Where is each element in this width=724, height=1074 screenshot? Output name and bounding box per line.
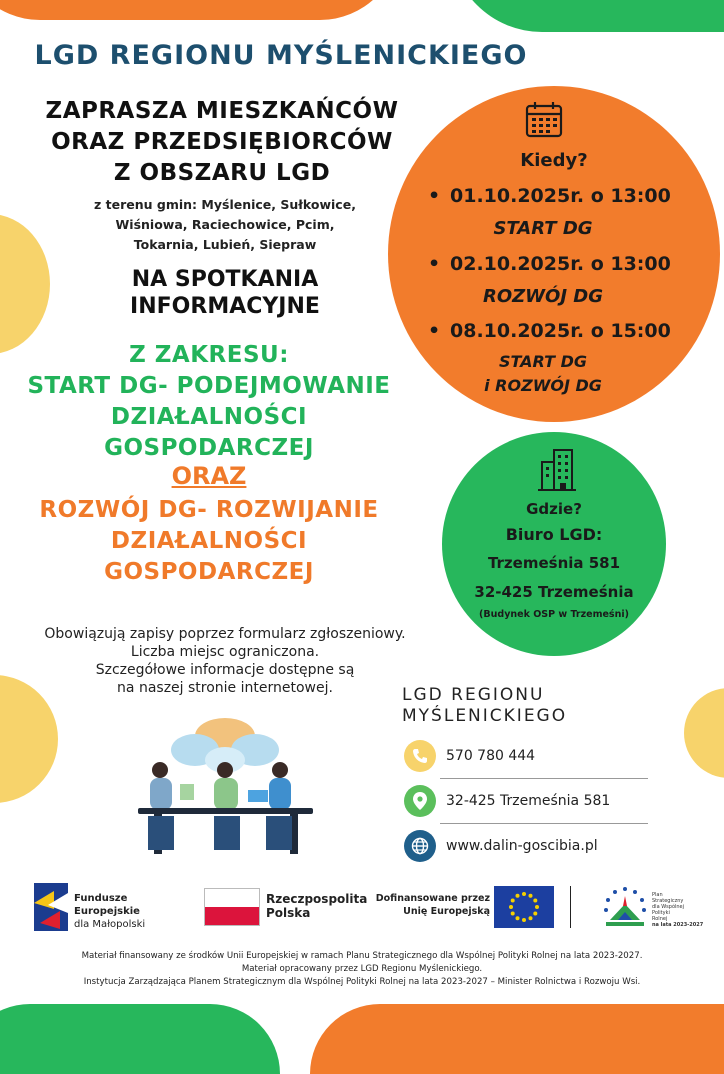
top-green-wave <box>450 0 724 32</box>
where-heading: Gdzie? <box>526 500 582 518</box>
bottom-green-wave <box>0 1004 280 1074</box>
meetings-line: INFORMACYJNE <box>130 294 320 319</box>
logo-label: Rolnej <box>652 916 668 922</box>
footer-line: Materiał finansowany ze środków Unii Europejskiej w ramach Planu Strategicznego dla Wspólnej Polityki Rolnej na lata 2023-2027. <box>81 951 643 961</box>
contact-divider <box>440 823 648 824</box>
phone-icon <box>404 740 436 772</box>
date-text: 08.10.2025r. o 15:00 <box>450 320 671 342</box>
logo-label: Polityki <box>652 910 670 916</box>
where-line: 32-425 Trzemeśnia <box>474 583 634 601</box>
funding-footer <box>20 950 704 989</box>
location-pin-icon <box>404 785 436 817</box>
scope-rozwoj-dg <box>0 495 418 588</box>
scope-start-dg <box>0 340 418 464</box>
notice-line: na naszej stronie internetowej. <box>117 680 333 696</box>
date-item <box>428 185 718 207</box>
fe-malopolska-logo <box>34 883 184 931</box>
contact-phone[interactable] <box>404 737 654 775</box>
logo-label: dla Małopolski <box>74 919 146 930</box>
logo-label: Strategiczny <box>652 898 684 904</box>
address-text: 32-425 Trzemeśnia 581 <box>446 793 611 809</box>
bottom-orange-wave <box>310 1004 724 1074</box>
logo-label: Rzeczpospolita <box>266 892 368 906</box>
date-item <box>428 253 718 275</box>
eu-logo <box>370 884 570 930</box>
eu-funds-icon <box>34 883 68 931</box>
calendar-icon <box>524 100 564 144</box>
globe-icon <box>404 830 436 862</box>
logo-label: Plan <box>652 892 663 898</box>
scope-line: DZIAŁALNOŚCI <box>110 404 308 430</box>
logo-label: Fundusze Europejskie <box>74 893 140 917</box>
scope-line: ROZWÓJ DG- ROZWIJANIE <box>39 497 379 523</box>
ps-wpr-emblem-icon <box>600 884 650 930</box>
meetings-line: NA SPOTKANIA <box>131 267 319 292</box>
invitation-line: ORAZ PRZEDSIĘBIORCÓW <box>51 129 393 155</box>
ps-wpr-logo <box>600 882 710 932</box>
logo-label: Polska <box>266 906 311 920</box>
phone-number: 570 780 444 <box>446 748 536 764</box>
org-line: MYŚLENICKIEGO <box>402 706 568 726</box>
where-line: (Budynek OSP w Trzemeśni) <box>479 609 629 620</box>
date-label: i ROZWÓJ DG <box>484 376 602 395</box>
bullet-icon: • <box>428 253 441 275</box>
footer-line: Materiał opracowany przez LGD Regionu Myślenickiego. <box>241 964 483 974</box>
notice-line: Szczegółowe informacje dostępne są <box>95 662 355 678</box>
invitation-line: ZAPRASZA MIESZKAŃCÓW <box>45 98 399 124</box>
date-label: ROZWÓJ DG <box>482 286 604 307</box>
date-item <box>428 320 718 342</box>
date-label: START DG <box>498 352 588 371</box>
registration-notice <box>30 625 420 697</box>
contact-address[interactable] <box>404 782 654 820</box>
logo-label: na lata 2023-2027 <box>652 922 704 928</box>
notice-line: Obowiązują zapisy poprzez formularz zgłoszeniowy. <box>44 626 406 642</box>
municipalities-line: Wiśniowa, Raciechowice, Pcim, <box>115 217 335 232</box>
bullet-icon: • <box>428 320 441 342</box>
org-line: LGD REGIONU <box>402 685 545 705</box>
invitation-heading <box>12 96 432 189</box>
scope-line: Z ZAKRESU: <box>129 342 289 368</box>
website-link[interactable]: www.dalin-goscibia.pl <box>446 838 598 854</box>
scope-line: GOSPODARCZEJ <box>104 435 314 461</box>
eu-flag-icon <box>494 886 554 928</box>
ps-wpr-text <box>652 892 712 928</box>
logo-label: dla Wspólnej <box>652 904 685 910</box>
rp-logo <box>204 888 368 928</box>
where-line: Trzemeśnia 581 <box>487 554 621 572</box>
poland-flag-icon <box>204 888 260 926</box>
page-title: LGD REGIONU MYŚLENICKIEGO <box>34 40 528 71</box>
logo-label: Dofinansowane przez <box>375 893 490 904</box>
contact-website[interactable] <box>404 827 654 865</box>
municipalities-line: Tokarnia, Lubień, Siepraw <box>133 237 317 252</box>
scope-oraz: ORAZ <box>171 462 247 490</box>
date-text: 02.10.2025r. o 13:00 <box>450 253 671 275</box>
scope-line: START DG- PODEJMOWANIE <box>27 373 391 399</box>
municipalities-list <box>30 195 420 255</box>
top-orange-wave <box>0 0 400 20</box>
building-icon <box>538 446 576 496</box>
meeting-illustration <box>130 712 320 868</box>
logo-label: Unię Europejską <box>403 906 490 917</box>
contact-divider <box>440 778 648 779</box>
footer-line: Instytucja Zarządzająca Planem Strategicznym dla Wspólnej Polityki Rolnej na lata 2023-2027 – Minister Rolnictwa i Rozwoju Wsi. <box>83 977 641 987</box>
municipalities-line: z terenu gmin: Myślenice, Sułkowice, <box>94 197 356 212</box>
scope-line: GOSPODARCZEJ <box>104 559 314 585</box>
date-text: 01.10.2025r. o 13:00 <box>450 185 671 207</box>
bullet-icon: • <box>428 185 441 207</box>
date-label: START DG <box>493 218 593 239</box>
notice-line: Liczba miejsc ograniczona. <box>130 644 320 660</box>
where-line: Biuro LGD: <box>505 525 603 544</box>
scope-line: DZIAŁALNOŚCI <box>110 528 308 554</box>
meetings-heading <box>30 266 420 320</box>
invitation-line: Z OBSZARU LGD <box>113 160 331 186</box>
contact-org-name <box>402 685 702 727</box>
logo-divider <box>570 886 571 928</box>
when-heading: Kiedy? <box>520 150 588 171</box>
